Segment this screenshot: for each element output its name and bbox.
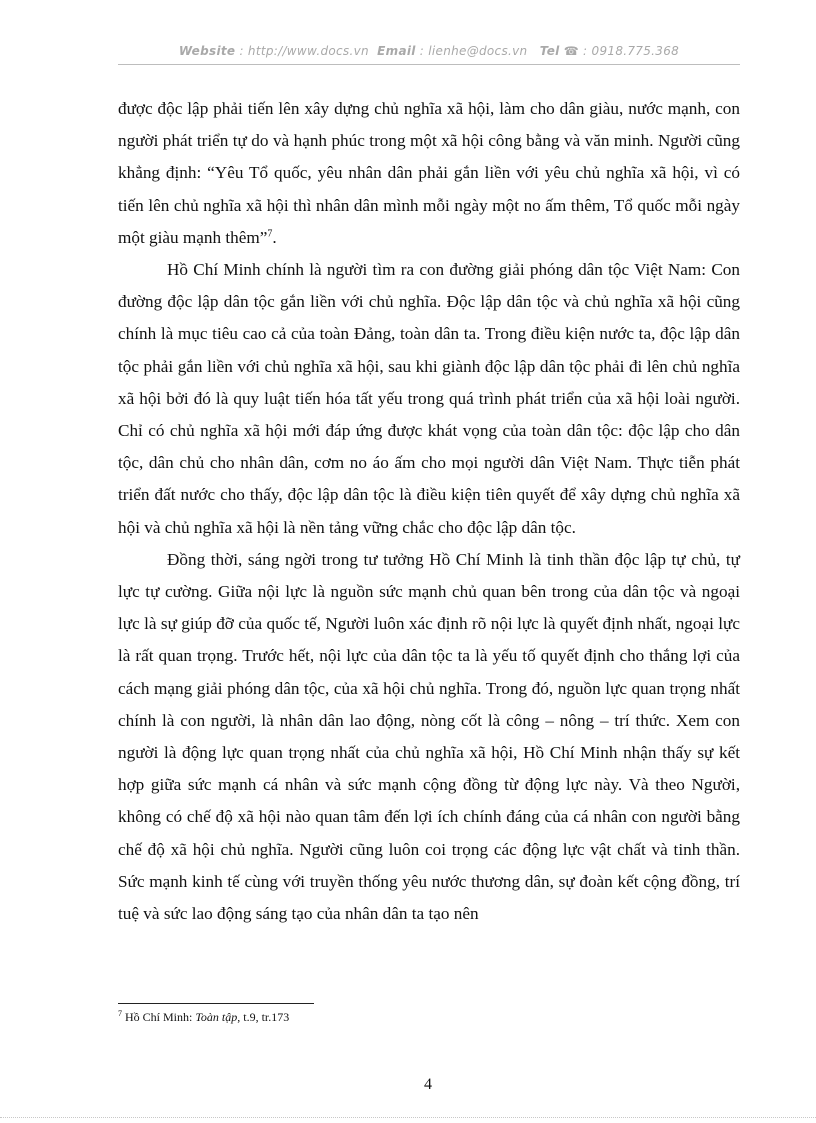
footnote [118, 1010, 289, 1024]
body-text [118, 93, 740, 930]
footnote-author: Hồ Chí Minh: [122, 1010, 196, 1024]
footnote-details: , t.9, tr.173 [237, 1010, 290, 1024]
paragraph-1 [118, 93, 740, 254]
website-label: Website [178, 44, 236, 58]
paragraph-2: Hồ Chí Minh chính là người tìm ra con đường giải phóng dân tộc Việt Nam: Con đường độc lập dân tộc gắn liền với chủ nghĩa. Độc lập dân tộc và chủ nghĩa xã hội cũng chính là mục tiêu cao cả của toàn Đảng, toàn dân ta. Trong điều kiện nước ta, độc lập dân tộc phải gắn liền với chủ nghĩa xã hội, sau khi giành độc lập dân tộc phải đi lên chủ nghĩa xã hội bởi đó là quy luật tiến hóa tất yếu trong quá trình phát triển của xã hội loài người. Chỉ có chủ nghĩa xã hội mới đáp ứng được khát vọng của toàn dân tộc: độc lập cho dân tộc, dân chủ cho nhân dân, cơm no áo ấm cho mọi người dân Việt Nam. Thực tiễn phát triển đất nước cho thấy, độc lập dân tộc là điều kiện tiên quyết để xây dựng chủ nghĩa xã hội và chủ nghĩa xã hội là nền tảng vững chắc cho độc lập dân tộc. [118, 260, 740, 537]
paragraph-1-text: được độc lập phải tiến lên xây dựng chủ nghĩa xã hội, làm cho dân giàu, nước mạnh, con người phát triển tự do và hạnh phúc trong một xã hội công bằng và văn minh. Người cũng khẳng định: “Yêu Tổ quốc, yêu nhân dân phải gắn liền với yêu chủ nghĩa xã hội, vì có tiến lên chủ nghĩa xã hội thì nhân dân mình mỗi ngày một no ấm thêm, Tổ quốc mỗi ngày một giàu mạnh thêm” [118, 99, 740, 247]
footnote-divider [118, 1003, 314, 1004]
email-label: Email [377, 44, 416, 58]
tel-number: 0918.775.368 [591, 44, 680, 58]
page-number: 4 [424, 1076, 432, 1093]
header-divider [118, 64, 740, 65]
email-separator: : [415, 44, 429, 58]
footnote-title: Toàn tập [195, 1010, 238, 1024]
paragraph-3: Đồng thời, sáng ngời trong tư tưởng Hồ Chí Minh là tinh thần độc lập tự chủ, tự lực tự cường. Giữa nội lực là nguồn sức mạnh chủ quan bên trong của dân tộc và ngoại lực là sự giúp đỡ của quốc tế, Người luôn xác định rõ nội lực là quyết định nhất, ngoại lực là rất quan trọng. Trước hết, nội lực của dân tộc ta là yếu tố quyết định cho thắng lợi của cách mạng giải phóng dân tộc, của xã hội chủ nghĩa. Trong đó, nguồn lực quan trọng nhất chính là con người, là nhân dân lao động, nòng cốt là công – nông – trí thức. Xem con người là động lực quan trọng nhất của chủ nghĩa xã hội, Hồ Chí Minh nhận thấy sự kết hợp giữa sức mạnh cá nhân và sức mạnh cộng đồng từ động lực này. Và theo Người, không có chế độ xã hội nào quan tâm đến lợi ích chính đáng của cá nhân con người bằng chế độ xã hội chủ nghĩa. Người cũng luôn coi trọng các động lực vật chất và tinh thần. Sức mạnh kinh tế cùng với truyền thống yêu nước thương dân, sự đoàn kết cộng đồng, trí tuệ và sức lao động sáng tạo của nhân dân ta tạo nên [118, 549, 740, 924]
website-separator: : [235, 44, 248, 58]
website-url[interactable]: http://www.docs.vn [247, 44, 369, 58]
paragraph-1-end: . [272, 227, 277, 247]
page-bottom-border [0, 1117, 816, 1118]
tel-label: Tel [539, 44, 560, 58]
footnote-number: 7 [118, 1009, 122, 1018]
footnote-reference[interactable]: 7 [267, 228, 273, 240]
email-address[interactable]: lienhe@docs.vn [428, 44, 528, 58]
phone-icon: ☎ : [559, 44, 592, 58]
page-header [118, 44, 740, 58]
